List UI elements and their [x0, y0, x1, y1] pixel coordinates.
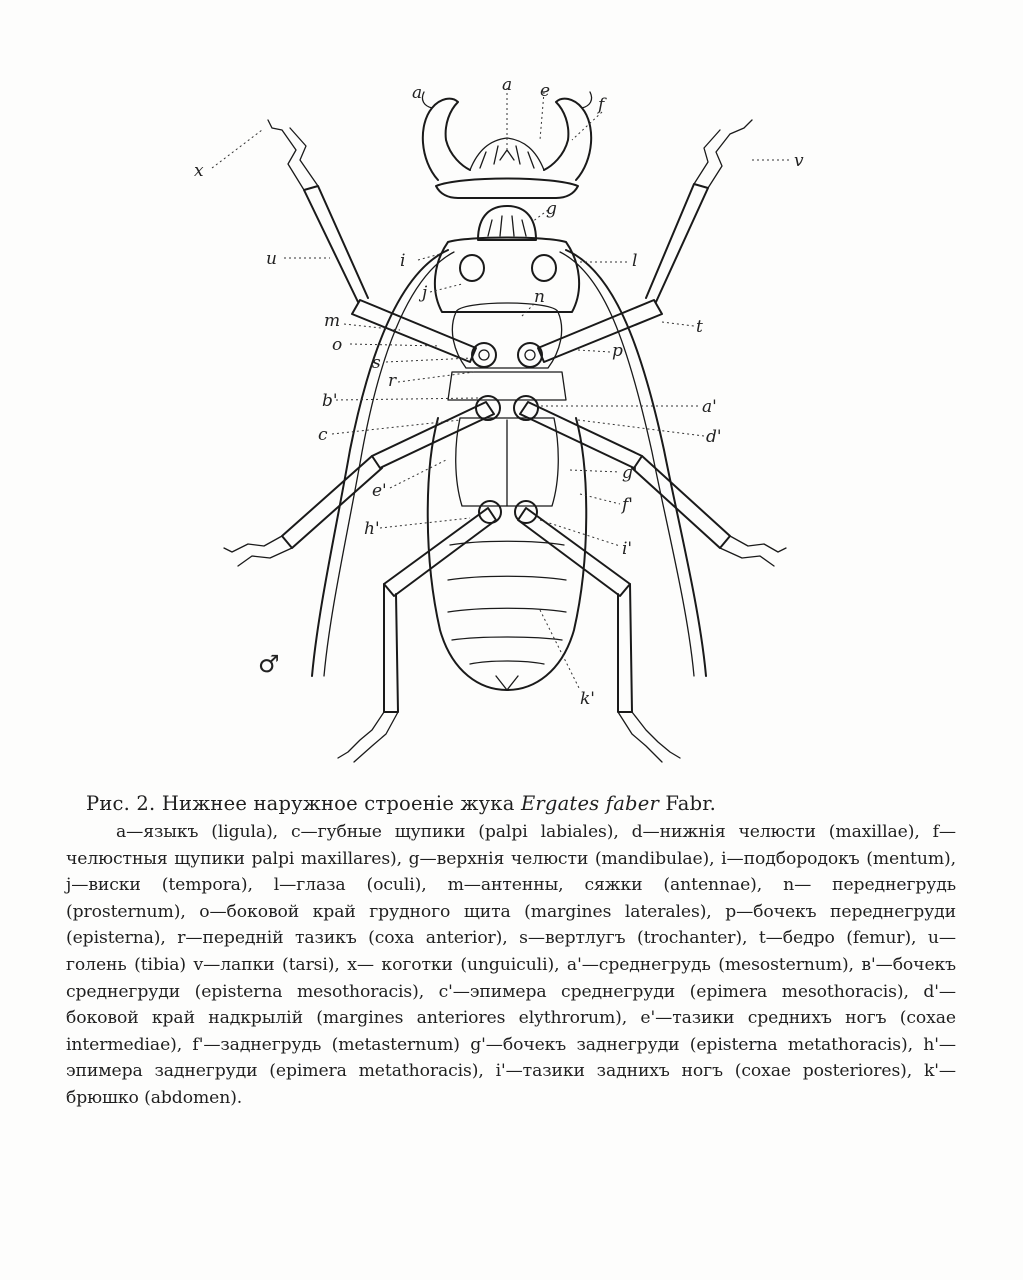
male-symbol: ♂ [258, 650, 280, 678]
label-i-prime: i' [622, 539, 633, 559]
label-a-left: a [412, 83, 423, 103]
label-u: u [266, 249, 277, 269]
figure-labels [194, 75, 804, 709]
label-a-prime: a' [702, 397, 717, 417]
label-l: l [632, 251, 638, 271]
label-f-prime: f' [622, 495, 633, 515]
label-e-prime: e' [372, 481, 387, 501]
label-t: t [696, 317, 703, 337]
label-v: v [794, 151, 804, 171]
label-x: x [194, 161, 204, 181]
label-f: f [598, 95, 605, 115]
label-g: g [546, 199, 557, 219]
caption-title [86, 792, 956, 815]
caption-species: Ergates faber [520, 792, 659, 815]
label-o: o [332, 335, 343, 355]
label-p: p [612, 341, 623, 361]
label-d-prime: d' [706, 427, 722, 447]
head-underside [478, 206, 548, 240]
caption-author: Fabr. [665, 792, 717, 815]
label-i: i [400, 251, 406, 271]
label-s: s [372, 353, 381, 373]
label-k-prime: k' [580, 689, 595, 709]
label-a: a [502, 75, 513, 95]
detached-head [422, 88, 602, 198]
label-c: c [318, 425, 328, 445]
figure-caption [66, 792, 956, 1112]
label-b-prime: b' [322, 391, 338, 411]
caption-title-prefix: Рис. 2. Нижнее наружное строеніе жука [86, 792, 515, 815]
label-h-prime: h' [364, 519, 380, 539]
caption-body: a—языкъ (ligula), c—губные щупики (palpi labiales), d—нижнія челюсти (maxillae), f—челюстныя щупики palpi maxillares), g—верхнія челюсти (mandibulae), i—подбородокъ (mentum), j—виски (tempora), l—глаза (oculi), m—антенны, сяжки (antennae), n— переднегрудь (prosternum), o—боковой край грудного щита (margines laterales), p—бочекъ переднегруди (episterna), r—передній тазикъ (coxa anterior), s—вертлугъ (trochanter), t—бедро (femur), u—голень (tibia) v—лапки (tarsi), x— коготки (unguiculi), a'—среднегрудь (mesosternum), в'—бочекъ среднегруди (episterna mesothoracis), c'—эпимера среднегруди (epimera mesothoracis), d'—боковой край надкрылій (margines anteriores elythrorum), e'—тазики среднихъ ногъ (coxae intermediae), f'—заднегрудь (metasternum) g'—бочекъ заднегруди (episterna metathoracis), h'—эпимера заднегруди (epimera metathoracis), i'—тазики заднихъ ногъ (coxae posteriores), k'—брюшко (abdomen). [66, 822, 956, 1108]
antennae [312, 250, 706, 676]
label-g-prime: g' [622, 463, 638, 483]
label-n: n [534, 287, 545, 307]
beetle-body [428, 238, 587, 691]
label-r: r [388, 371, 397, 391]
label-e: e [540, 81, 551, 101]
label-j: j [422, 283, 428, 303]
label-m: m [324, 311, 341, 331]
